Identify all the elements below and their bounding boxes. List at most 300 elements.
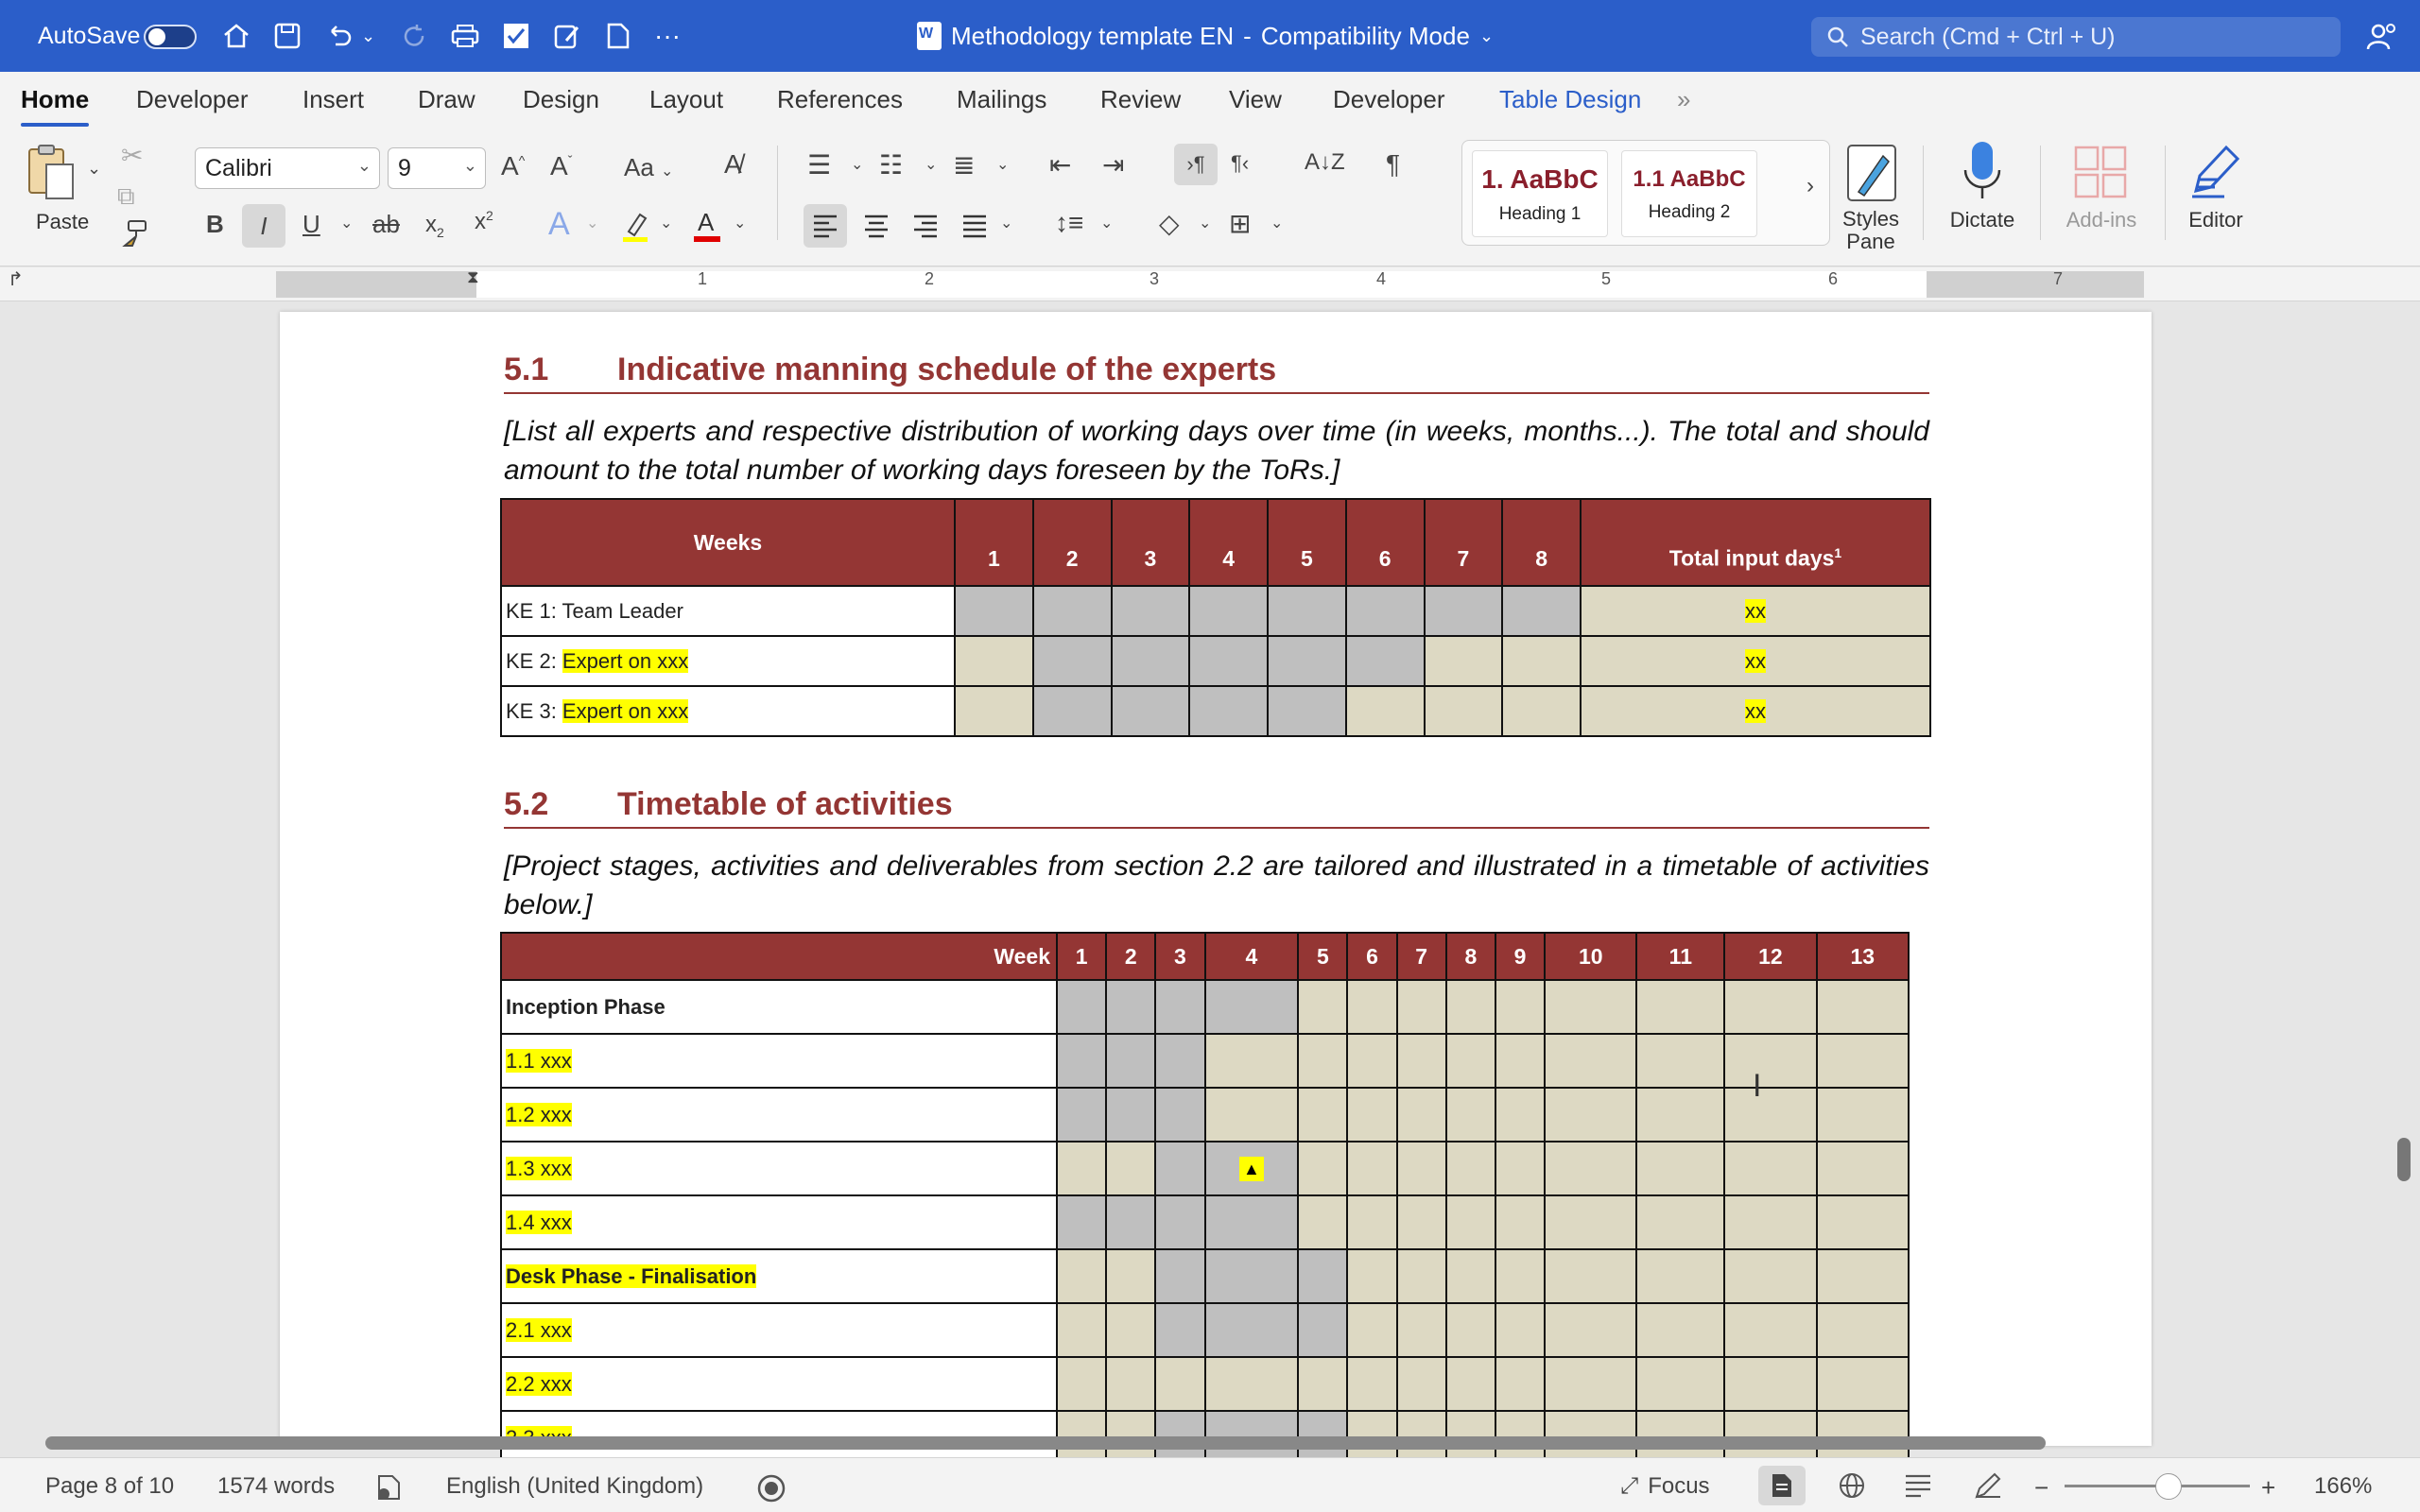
justify-icon[interactable] xyxy=(953,204,996,248)
styles-pane-icon xyxy=(1845,143,1898,203)
timeline-cell[interactable] xyxy=(1298,980,1347,1034)
font-color-icon[interactable] xyxy=(690,206,724,246)
manning-schedule-table[interactable] xyxy=(500,498,1931,737)
timeline-cell[interactable] xyxy=(1817,1088,1909,1142)
undo-dropdown-icon[interactable]: ⌄ xyxy=(361,26,376,45)
search-icon xyxy=(1826,26,1849,48)
section-heading-5-2: 5.2 Timetable of activities xyxy=(504,786,1929,829)
timeline-cell[interactable] xyxy=(1446,1034,1495,1088)
show-formatting-icon[interactable]: ¶ xyxy=(1386,149,1401,179)
timeline-cell[interactable] xyxy=(1106,980,1155,1034)
paste-dropdown-icon[interactable]: ⌄ xyxy=(87,159,102,178)
timeline-cell[interactable] xyxy=(1495,1249,1545,1303)
table-row[interactable] xyxy=(501,980,1909,1034)
timeline-cell[interactable] xyxy=(1347,1142,1396,1195)
timeline-cell[interactable] xyxy=(1106,1034,1155,1088)
week-header: 3 xyxy=(1155,933,1204,980)
total-input-days-header: Total input days$^1$ xyxy=(1581,499,1930,586)
week-header: 13 xyxy=(1817,933,1909,980)
timeline-cell[interactable] xyxy=(1298,1249,1347,1303)
week-header: 8 xyxy=(1502,499,1581,586)
activity-label-cell[interactable]: 1.4 xxx xyxy=(501,1195,1057,1249)
tab-insert[interactable]: Insert xyxy=(302,85,365,113)
vertical-scrollbar[interactable] xyxy=(2397,1138,2411,1181)
timeline-cell[interactable] xyxy=(1495,1142,1545,1195)
total-days-cell[interactable]: xx xyxy=(1581,686,1930,736)
document-canvas[interactable] xyxy=(0,302,2420,1431)
document-title-text: Methodology template EN xyxy=(951,21,1235,50)
schedule-cell[interactable] xyxy=(1268,636,1346,686)
underline-dropdown-icon[interactable]: ⌄ xyxy=(340,215,354,232)
weeks-header: Weeks xyxy=(501,499,955,586)
status-bar xyxy=(0,1457,2420,1512)
timeline-cell[interactable] xyxy=(1724,1303,1816,1357)
timeline-cell[interactable] xyxy=(1057,1249,1106,1303)
timeline-cell[interactable] xyxy=(1298,1357,1347,1411)
timeline-cell[interactable] xyxy=(1636,1142,1724,1195)
timeline-cell[interactable] xyxy=(1446,1249,1495,1303)
zoom-slider-thumb[interactable] xyxy=(2155,1473,2182,1500)
timeline-cell[interactable] xyxy=(1347,980,1396,1034)
timeline-cell[interactable] xyxy=(1397,1088,1446,1142)
schedule-cell[interactable] xyxy=(955,586,1033,636)
sort-icon[interactable]: A↓Z xyxy=(1305,149,1345,175)
deliverable-marker-icon: ▲ xyxy=(1239,1157,1264,1181)
timeline-cell[interactable] xyxy=(1724,1357,1816,1411)
timeline-cell[interactable] xyxy=(1347,1088,1396,1142)
timeline-cell[interactable] xyxy=(1155,1034,1204,1088)
tab-developer-2[interactable]: Developer xyxy=(1333,85,1445,113)
dictate-button[interactable] xyxy=(1957,138,2008,206)
zoom-in-icon[interactable]: + xyxy=(2261,1473,2276,1502)
multilevel-dropdown-icon[interactable]: ⌄ xyxy=(996,157,1010,173)
week-header: 2 xyxy=(1106,933,1155,980)
timeline-cell[interactable] xyxy=(1155,980,1204,1034)
svg-text:A: A xyxy=(698,208,715,236)
week-header: 4 xyxy=(1205,933,1299,980)
edit-document-icon[interactable] xyxy=(548,0,586,72)
schedule-cell[interactable] xyxy=(1189,586,1268,636)
timeline-cell[interactable] xyxy=(1545,1142,1636,1195)
title-bar xyxy=(0,0,2420,72)
timeline-cell[interactable] xyxy=(1298,1034,1347,1088)
align-center-icon[interactable] xyxy=(855,204,898,248)
table-row[interactable] xyxy=(501,586,1930,636)
chevron-down-icon: ⌄ xyxy=(462,156,477,175)
text-effects-dropdown-icon[interactable]: ⌄ xyxy=(586,215,599,232)
horizontal-ruler[interactable]: ↱ ⧗ 1 2 3 4 5 6 7 xyxy=(0,267,2420,301)
schedule-cell[interactable] xyxy=(1346,636,1425,686)
draft-view-icon[interactable] xyxy=(1964,1466,2012,1505)
expert-name-cell[interactable]: KE 1: Team Leader xyxy=(501,586,955,636)
week-header: 12 xyxy=(1724,933,1816,980)
timeline-cell[interactable] xyxy=(1106,1303,1155,1357)
multilevel-list-icon[interactable]: ≣ xyxy=(953,150,976,180)
timeline-cell[interactable] xyxy=(1205,1249,1299,1303)
schedule-cell[interactable] xyxy=(1033,586,1112,636)
expert-name-cell[interactable]: KE 2: Expert on xxx xyxy=(501,636,955,686)
week-header: 6 xyxy=(1347,933,1396,980)
timeline-cell[interactable] xyxy=(1724,980,1816,1034)
tab-review[interactable]: Review xyxy=(1100,85,1182,113)
autosave-label: AutoSave xyxy=(38,22,141,49)
timeline-cell[interactable] xyxy=(1205,1142,1299,1195)
document-page[interactable] xyxy=(280,312,2152,1446)
cut-icon[interactable]: ✂ xyxy=(121,141,144,170)
outline-view-icon[interactable] xyxy=(1894,1466,1942,1505)
timeline-cell[interactable] xyxy=(1817,1034,1909,1088)
schedule-cell[interactable] xyxy=(1346,586,1425,636)
ribbon-toolbar: ⌄ Paste ✂ ⧉ Calibri ⌄ 9 ⌄ A^ $A^ˇ$ Aa ⌄ A̸ B I U ⌄ ab $x_2$ $x^2$ A ⌄ ⌄ A ⌄ ☰ ⌄ ☷ ⌄ ≣ ⌄ ⇤ ⇥ ›¶ ¶‹ A↓Z ¶ ⌄ ↕≡ ⌄ ◇ ⌄ ⊞ ⌄ 1. AaBbC Heading 1 1.1 AaBbC Heading 2 › Styles Pane Dictate Add-ins Editor xyxy=(0,127,2420,266)
schedule-cell[interactable] xyxy=(1425,636,1503,686)
timeline-cell[interactable] xyxy=(1057,1357,1106,1411)
table-row[interactable] xyxy=(501,1195,1909,1249)
font-name-select[interactable]: Calibri ⌄ xyxy=(195,147,380,189)
chevron-down-icon: ⌄ xyxy=(356,156,372,175)
new-document-icon[interactable] xyxy=(599,0,637,72)
timeline-cell[interactable] xyxy=(1397,1249,1446,1303)
horizontal-scrollbar[interactable] xyxy=(45,1436,2046,1450)
change-case-button[interactable]: Aa ⌄ xyxy=(624,153,674,181)
schedule-cell[interactable] xyxy=(1425,586,1503,636)
schedule-cell[interactable] xyxy=(955,636,1033,686)
search-placeholder: Search (Cmd + Ctrl + U) xyxy=(1860,23,2116,50)
timeline-cell[interactable] xyxy=(1057,1142,1106,1195)
timeline-cell[interactable] xyxy=(1495,1303,1545,1357)
timeline-cell[interactable] xyxy=(1817,980,1909,1034)
timeline-cell[interactable] xyxy=(1636,1088,1724,1142)
timeline-cell[interactable] xyxy=(1106,1142,1155,1195)
schedule-cell[interactable] xyxy=(1268,686,1346,736)
timeline-cell[interactable] xyxy=(1636,1034,1724,1088)
schedule-cell[interactable] xyxy=(1425,686,1503,736)
word-count[interactable]: 1574 words xyxy=(217,1473,336,1499)
timeline-cell[interactable] xyxy=(1495,1088,1545,1142)
accessibility-icon[interactable] xyxy=(756,1473,786,1503)
tab-references[interactable]: References xyxy=(777,85,903,113)
timeline-cell[interactable] xyxy=(1636,1249,1724,1303)
highlight-icon[interactable] xyxy=(618,208,652,246)
timeline-cell[interactable] xyxy=(1495,1034,1545,1088)
timeline-cell[interactable] xyxy=(1817,1249,1909,1303)
schedule-cell[interactable] xyxy=(1112,586,1190,636)
timeline-cell[interactable] xyxy=(1155,1303,1204,1357)
timeline-cell[interactable] xyxy=(1155,1249,1204,1303)
print-icon[interactable] xyxy=(446,0,484,72)
timeline-cell[interactable] xyxy=(1347,1357,1396,1411)
chevron-down-icon: ⌄ xyxy=(1478,26,1495,45)
highlight-dropdown-icon[interactable]: ⌄ xyxy=(660,215,673,232)
timeline-cell[interactable] xyxy=(1057,1088,1106,1142)
style-heading-2[interactable]: 1.1 AaBbC Heading 2 xyxy=(1621,150,1757,237)
line-spacing-dropdown-icon[interactable]: ⌄ xyxy=(1100,215,1114,232)
activity-label-cell[interactable]: 1.2 xxx xyxy=(501,1088,1057,1142)
timeline-cell[interactable] xyxy=(1446,1357,1495,1411)
indent-marker-icon[interactable]: ⧗ xyxy=(467,267,479,286)
web-layout-view-icon[interactable] xyxy=(1828,1466,1876,1505)
total-days-cell[interactable]: xx xyxy=(1581,636,1930,686)
schedule-cell[interactable] xyxy=(1112,636,1190,686)
timeline-cell[interactable] xyxy=(1446,1303,1495,1357)
numbering-icon[interactable]: ☷ xyxy=(879,150,904,180)
timeline-cell[interactable] xyxy=(1724,1195,1816,1249)
timeline-cell[interactable] xyxy=(1397,1303,1446,1357)
borders-icon[interactable]: ⊞ xyxy=(1229,209,1252,238)
add-ins-button[interactable] xyxy=(2072,144,2129,200)
table-row[interactable] xyxy=(501,1303,1909,1357)
table-row[interactable] xyxy=(501,1249,1909,1303)
timeline-cell[interactable] xyxy=(1545,1249,1636,1303)
editor-button[interactable] xyxy=(2186,140,2246,204)
tab-table-design[interactable]: Table Design xyxy=(1499,85,1642,113)
timeline-cell[interactable] xyxy=(1545,1034,1636,1088)
text-cursor-icon: I xyxy=(1753,1068,1762,1104)
timeline-cell[interactable] xyxy=(1724,1142,1816,1195)
activity-label-cell[interactable]: 2.2 xxx xyxy=(501,1357,1057,1411)
schedule-cell[interactable] xyxy=(1502,586,1581,636)
undo-icon[interactable] xyxy=(320,0,357,72)
expert-name-cell[interactable]: KE 3: Expert on xxx xyxy=(501,686,955,736)
tab-draw[interactable]: Draw xyxy=(418,85,475,113)
table-row[interactable] xyxy=(501,1088,1909,1142)
text-effects-icon[interactable]: A xyxy=(548,206,570,242)
tab-layout[interactable]: Layout xyxy=(649,85,724,113)
paste-label: Paste xyxy=(36,210,90,233)
account-icon[interactable] xyxy=(2365,21,2397,58)
timeline-cell[interactable] xyxy=(1446,980,1495,1034)
week-header: 5 xyxy=(1268,499,1346,586)
timeline-cell[interactable] xyxy=(1397,980,1446,1034)
save-icon[interactable] xyxy=(268,0,306,72)
timeline-cell[interactable] xyxy=(1057,1303,1106,1357)
timeline-cell[interactable] xyxy=(1495,1357,1545,1411)
clipboard-icon xyxy=(24,142,78,202)
week-header: 4 xyxy=(1189,499,1268,586)
styles-pane-button[interactable] xyxy=(1843,140,1900,206)
schedule-cell[interactable] xyxy=(1502,686,1581,736)
week-header: 7 xyxy=(1425,499,1503,586)
timeline-cell[interactable] xyxy=(1106,1088,1155,1142)
timeline-cell[interactable] xyxy=(1298,1088,1347,1142)
bullets-dropdown-icon[interactable]: ⌄ xyxy=(851,157,864,173)
timeline-cell[interactable] xyxy=(1298,1195,1347,1249)
timeline-cell[interactable] xyxy=(1817,1195,1909,1249)
timeline-cell[interactable] xyxy=(1298,1142,1347,1195)
schedule-cell[interactable] xyxy=(1033,636,1112,686)
styles-gallery xyxy=(1461,140,1830,246)
subscript-icon[interactable]: $x_2$ xyxy=(425,212,444,240)
timeline-cell[interactable] xyxy=(1495,980,1545,1034)
tab-mailings[interactable]: Mailings xyxy=(957,85,1047,113)
schedule-cell[interactable] xyxy=(1189,686,1268,736)
timeline-cell[interactable] xyxy=(1397,1195,1446,1249)
section-heading-5-1: 5.1 Indicative manning schedule of the experts xyxy=(504,352,1929,394)
page-count[interactable]: Page 8 of 10 xyxy=(45,1473,175,1499)
tab-design[interactable]: Design xyxy=(523,85,599,113)
tab-home[interactable]: Home xyxy=(21,85,90,113)
grow-font-icon[interactable]: A^ xyxy=(501,151,526,180)
align-left-icon[interactable] xyxy=(804,204,847,248)
style-heading-1[interactable]: 1. AaBbC Heading 1 xyxy=(1472,150,1608,237)
more-icon[interactable]: ··· xyxy=(654,21,681,50)
schedule-cell[interactable] xyxy=(1502,636,1581,686)
shading-dropdown-icon[interactable]: ⌄ xyxy=(1199,215,1212,232)
word-document-icon xyxy=(917,22,942,50)
timeline-cell[interactable] xyxy=(1347,1249,1396,1303)
timeline-cell[interactable] xyxy=(1106,1195,1155,1249)
paste-button[interactable] xyxy=(23,142,79,202)
tab-view[interactable]: View xyxy=(1229,85,1282,113)
zoom-out-icon[interactable]: − xyxy=(2034,1473,2049,1502)
schedule-cell[interactable] xyxy=(1112,686,1190,736)
timeline-cell[interactable] xyxy=(1205,1088,1299,1142)
timeline-cell[interactable] xyxy=(1106,1249,1155,1303)
rtl-icon[interactable]: ¶‹ xyxy=(1231,151,1250,175)
font-size-select[interactable]: 9 ⌄ xyxy=(388,147,486,189)
total-days-cell[interactable]: xx xyxy=(1581,586,1930,636)
print-layout-view-icon[interactable] xyxy=(1758,1466,1806,1505)
chevron-right-icon[interactable]: › xyxy=(1806,173,1814,198)
timeline-cell[interactable] xyxy=(1347,1303,1396,1357)
bullets-icon[interactable]: ☰ xyxy=(807,150,832,180)
timeline-cell[interactable] xyxy=(1057,1195,1106,1249)
timeline-cell[interactable] xyxy=(1397,1357,1446,1411)
home-icon[interactable] xyxy=(217,0,255,72)
timeline-cell[interactable] xyxy=(1636,1357,1724,1411)
timeline-cell[interactable] xyxy=(1057,980,1106,1034)
timeline-cell[interactable] xyxy=(1636,980,1724,1034)
format-painter-icon[interactable] xyxy=(119,217,151,249)
checkmark-icon[interactable] xyxy=(497,0,535,72)
add-ins-icon xyxy=(2073,145,2128,199)
week-header: 1 xyxy=(1057,933,1106,980)
borders-dropdown-icon[interactable]: ⌄ xyxy=(1270,215,1284,232)
proofing-icon[interactable] xyxy=(376,1473,403,1502)
week-label-header: Week xyxy=(501,933,1057,980)
table-row[interactable] xyxy=(501,1357,1909,1411)
timeline-cell[interactable] xyxy=(1545,1195,1636,1249)
timeline-cell[interactable] xyxy=(1155,1357,1204,1411)
schedule-cell[interactable] xyxy=(1189,636,1268,686)
focus-icon: ⤢ xyxy=(1620,1473,1639,1499)
font-color-dropdown-icon[interactable]: ⌄ xyxy=(734,215,747,232)
timeline-cell[interactable] xyxy=(1545,1303,1636,1357)
table-row[interactable] xyxy=(501,1142,1909,1195)
italic-icon[interactable]: I xyxy=(242,204,285,248)
shrink-font-icon[interactable]: $A^ˇ$ xyxy=(550,151,573,180)
shading-icon[interactable]: ◇ xyxy=(1159,209,1180,238)
increase-indent-icon[interactable]: ⇥ xyxy=(1102,150,1125,180)
week-header: 11 xyxy=(1636,933,1724,980)
timeline-cell[interactable] xyxy=(1636,1303,1724,1357)
numbering-dropdown-icon[interactable]: ⌄ xyxy=(925,157,938,173)
decrease-indent-icon[interactable]: ⇤ xyxy=(1049,150,1072,180)
timeline-cell[interactable] xyxy=(1347,1195,1396,1249)
timeline-cell[interactable] xyxy=(1724,1034,1816,1088)
bold-icon[interactable]: B xyxy=(206,210,224,238)
schedule-cell[interactable] xyxy=(1346,686,1425,736)
language-label[interactable]: English (United Kingdom) xyxy=(446,1473,704,1499)
schedule-cell[interactable] xyxy=(955,686,1033,736)
timeline-cell[interactable] xyxy=(1724,1088,1816,1142)
tab-stop-icon[interactable]: ↱ xyxy=(8,269,24,290)
section-5-1-instruction: [List all experts and respective distribution of working days over time (in weeks, months...). The total and should amount to the total number of working days foreseen by the ToRs.] xyxy=(504,416,1929,486)
timeline-cell[interactable] xyxy=(1057,1034,1106,1088)
activity-label-cell[interactable]: Desk Phase - Finalisation xyxy=(501,1249,1057,1303)
timeline-cell[interactable] xyxy=(1446,1142,1495,1195)
schedule-cell[interactable] xyxy=(1268,586,1346,636)
underline-icon[interactable]: U xyxy=(302,210,320,238)
tab-developer[interactable]: Developer xyxy=(136,85,249,113)
timeline-cell[interactable] xyxy=(1205,980,1299,1034)
timeline-cell[interactable] xyxy=(1724,1249,1816,1303)
strikethrough-icon[interactable]: ab xyxy=(372,210,400,238)
timeline-cell[interactable] xyxy=(1106,1357,1155,1411)
table-row[interactable] xyxy=(501,1034,1909,1088)
superscript-icon[interactable]: $x^2$ xyxy=(475,208,493,234)
focus-button[interactable]: ⤢ Focus xyxy=(1620,1473,1710,1499)
timeline-cell[interactable] xyxy=(1155,1088,1204,1142)
timeline-cell[interactable] xyxy=(1347,1034,1396,1088)
timeline-cell[interactable] xyxy=(1636,1195,1724,1249)
timeline-cell[interactable] xyxy=(1397,1034,1446,1088)
timeline-cell[interactable] xyxy=(1397,1142,1446,1195)
copy-icon[interactable]: ⧉ xyxy=(117,181,135,210)
activity-label-cell[interactable]: 1.3 xxx xyxy=(501,1142,1057,1195)
timeline-cell[interactable] xyxy=(1205,1195,1299,1249)
timeline-cell[interactable] xyxy=(1298,1303,1347,1357)
search-input[interactable] xyxy=(1811,17,2341,57)
activity-label-cell[interactable]: 2.1 xxx xyxy=(501,1303,1057,1357)
week-header: 5 xyxy=(1298,933,1347,980)
zoom-level[interactable]: 166% xyxy=(2314,1473,2373,1499)
timeline-cell[interactable] xyxy=(1545,1088,1636,1142)
timeline-cell[interactable] xyxy=(1205,1357,1299,1411)
line-spacing-icon[interactable]: ↕≡ xyxy=(1055,208,1084,237)
timetable-of-activities-table[interactable] xyxy=(500,932,1910,1466)
schedule-cell[interactable] xyxy=(1033,686,1112,736)
ltr-icon[interactable]: ›¶ xyxy=(1174,144,1218,185)
timeline-cell[interactable] xyxy=(1446,1088,1495,1142)
timeline-cell[interactable] xyxy=(1817,1142,1909,1195)
timeline-cell[interactable] xyxy=(1205,1034,1299,1088)
justify-dropdown-icon[interactable]: ⌄ xyxy=(1000,215,1013,232)
timeline-cell[interactable] xyxy=(1205,1303,1299,1357)
timeline-cell[interactable] xyxy=(1155,1195,1204,1249)
timeline-cell[interactable] xyxy=(1446,1195,1495,1249)
activity-label-cell[interactable]: Inception Phase xyxy=(501,980,1057,1034)
timeline-cell[interactable] xyxy=(1545,1357,1636,1411)
timeline-cell[interactable] xyxy=(1817,1303,1909,1357)
timeline-cell[interactable] xyxy=(1545,980,1636,1034)
redo-icon[interactable] xyxy=(395,0,433,72)
autosave-toggle[interactable] xyxy=(144,25,197,49)
compatibility-mode-label: Compatibility Mode xyxy=(1260,21,1470,50)
timeline-cell[interactable] xyxy=(1155,1142,1204,1195)
table-row[interactable] xyxy=(501,686,1930,736)
more-tabs-icon[interactable]: » xyxy=(1677,85,1691,113)
timeline-cell[interactable] xyxy=(1495,1195,1545,1249)
clear-formatting-icon[interactable]: A̸ xyxy=(724,149,742,179)
week-header: 7 xyxy=(1397,933,1446,980)
align-right-icon[interactable] xyxy=(904,204,947,248)
activity-label-cell[interactable]: 1.1 xxx xyxy=(501,1034,1057,1088)
document-title[interactable]: W Methodology template EN - Compatibility Mode ⌄ xyxy=(917,0,1494,72)
week-header: 8 xyxy=(1446,933,1495,980)
table-row[interactable] xyxy=(501,636,1930,686)
week-header: 1 xyxy=(955,499,1033,586)
timeline-cell[interactable] xyxy=(1817,1357,1909,1411)
